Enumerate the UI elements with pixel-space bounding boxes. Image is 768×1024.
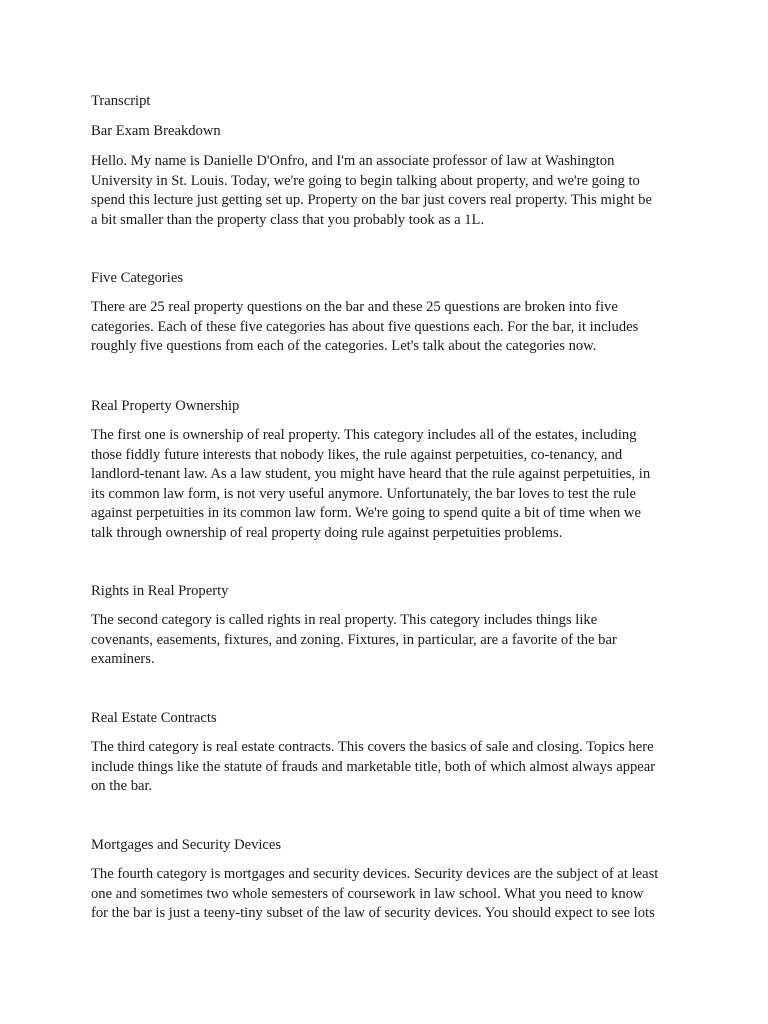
section-heading: Five Categories bbox=[91, 270, 184, 286]
paragraph-line: examiners. bbox=[91, 651, 155, 668]
paragraph-line: covenants, easements, fixtures, and zoning. Fixtures, in particular, are a favorite of the bar bbox=[91, 631, 617, 648]
paragraph-line: landlord-tenant law. As a law student, you might have heard that the rule against perpetuities, in bbox=[91, 466, 651, 483]
section-paragraph bbox=[91, 738, 691, 797]
paragraph-line: There are 25 real property questions on the bar and these 25 questions are broken into five bbox=[91, 299, 618, 315]
paragraph-line: include things like the statute of frauds and marketable title, both of which almost always appear bbox=[91, 758, 656, 775]
paragraph-line: The third category is real estate contracts. This covers the basics of sale and closing. Topics here bbox=[91, 739, 654, 755]
paragraph-line: spend this lecture just getting set up. Property on the bar just covers real property. This might be bbox=[91, 192, 652, 209]
paragraph-line: those fiddly future interests that nobody likes, the rule against perpetuities, co-tenancy, and bbox=[91, 446, 623, 463]
section-paragraph bbox=[91, 426, 691, 544]
section-paragraph bbox=[91, 611, 691, 670]
paragraph-line: University in St. Louis. Today, we're going to begin talking about property, and we're going to bbox=[91, 172, 640, 189]
intro-paragraph bbox=[91, 152, 691, 230]
paragraph-line: its common law form, is not very useful anymore. Unfortunately, the bar loves to test the rule bbox=[91, 485, 636, 502]
paragraph-line: The fourth category is mortgages and security devices. Security devices are the subject of at least bbox=[91, 866, 659, 882]
paragraph-line: The first one is ownership of real property. This category includes all of the estates, including bbox=[91, 427, 637, 443]
section-paragraph bbox=[91, 865, 691, 924]
paragraph-line: a bit smaller than the property class that you probably took as a 1L. bbox=[91, 211, 485, 228]
paragraph-line: on the bar. bbox=[91, 778, 153, 795]
paragraph-line: Hello. My name is Danielle D'Onfro, and I'm an associate professor of law at Washington bbox=[91, 153, 615, 169]
section-paragraph bbox=[91, 298, 691, 357]
document-subtitle: Bar Exam Breakdown bbox=[91, 123, 221, 139]
paragraph-line: roughly five questions from each of the categories. Let's talk about the categories now. bbox=[91, 338, 597, 355]
paragraph-line: against perpetuities in its common law form. We're going to spend quite a bit of time when we bbox=[91, 505, 641, 522]
paragraph-line: categories. Each of these five categories has about five questions each. For the bar, it includes bbox=[91, 318, 639, 335]
paragraph-line: The second category is called rights in real property. This category includes things like bbox=[91, 612, 598, 628]
paragraph-line: talk through ownership of real property doing rule against perpetuities problems. bbox=[91, 524, 563, 541]
document-title: Transcript bbox=[91, 93, 151, 109]
section-heading: Mortgages and Security Devices bbox=[91, 837, 282, 853]
section-heading: Rights in Real Property bbox=[91, 583, 229, 599]
section-heading: Real Estate Contracts bbox=[91, 710, 217, 726]
paragraph-line: for the bar is just a teeny-tiny subset of the law of security devices. You should expect to see lots bbox=[91, 905, 655, 922]
section-heading: Real Property Ownership bbox=[91, 398, 240, 414]
paragraph-line: one and sometimes two whole semesters of coursework in law school. What you need to know bbox=[91, 885, 644, 902]
